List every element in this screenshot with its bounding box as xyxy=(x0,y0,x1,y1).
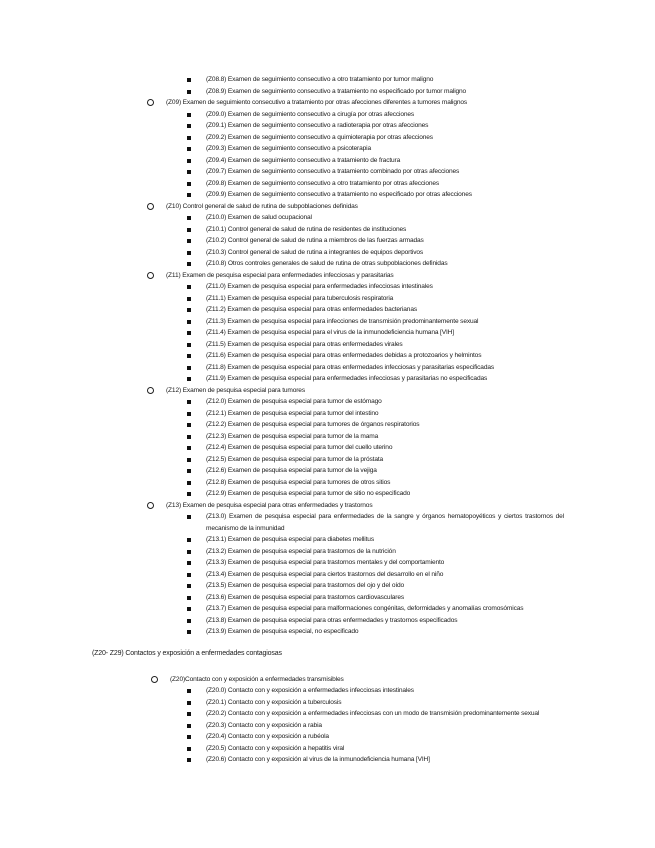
item-code: (Z11.1) xyxy=(206,294,226,302)
group-heading-text: (Z13) Examen de pesquisa especial para otras enfermedades y trastornos xyxy=(166,501,373,509)
list-item xyxy=(206,511,564,534)
item-text: Examen de pesquisa especial para tumor de la vejiga xyxy=(227,467,377,474)
item-text: Control general de salud de rutina de residentes de instituciones xyxy=(227,225,407,233)
group-heading-text: (Z12) Examen de pesquisa especial para tumores xyxy=(166,386,305,394)
list-item xyxy=(206,293,564,305)
group-heading xyxy=(170,674,570,686)
item-text: Examen de seguimiento consecutivo a tratamiento combinado por otras afecciones xyxy=(227,168,460,175)
item-code: (Z20.1) xyxy=(206,698,227,706)
item-code: (Z12.3) xyxy=(206,432,227,440)
item-text: Examen de seguimiento consecutivo a radioterapia por otras afecciones xyxy=(227,122,429,129)
group-heading xyxy=(166,500,566,512)
list-item xyxy=(206,454,564,466)
group-heading-text: (Z10) Control general de salud de rutina de subpoblaciones definidas xyxy=(166,202,358,210)
document-body xyxy=(0,74,655,766)
item-code: (Z11.5) xyxy=(206,340,226,348)
item-text: Examen de pesquisa especial para otras enfermedades virales xyxy=(227,340,403,348)
list-item xyxy=(206,431,564,443)
circle-bullet-icon xyxy=(147,203,154,210)
item-text: Examen de pesquisa especial para enfermedades infecciosas intestinales xyxy=(227,283,433,290)
group-heading xyxy=(166,270,566,282)
item-text: Examen de pesquisa especial para ciertos trastornos del desarrollo en el niño xyxy=(227,570,444,578)
item-code: (Z13.0) xyxy=(206,513,227,520)
list-item xyxy=(206,132,564,144)
item-code: (Z13.1) xyxy=(206,536,227,543)
list-item xyxy=(206,109,564,121)
item-code: (Z08.9) xyxy=(206,87,227,95)
list-item xyxy=(206,281,564,293)
item-text: Contacto con y exposición a enfermedades infecciosas intestinales xyxy=(227,687,414,694)
item-text: Examen de pesquisa especial para otras enfermedades y trastornos especificados xyxy=(227,616,458,624)
item-text: Examen de pesquisa especial para infecciones de transmisión predominantemente sexual xyxy=(227,317,479,325)
item-code: (Z12.1) xyxy=(206,409,227,417)
item-text: Examen de pesquisa especial para tumor del cuello uterino xyxy=(227,444,393,451)
item-text: Examen de pesquisa especial para tumor de la mama xyxy=(227,432,379,440)
item-code: (Z13.4) xyxy=(206,570,227,578)
list-item xyxy=(206,316,564,328)
item-text: Examen de pesquisa especial para trastornos de la nutrición xyxy=(227,547,396,555)
item-text: Examen de pesquisa especial para tumor de sitio no especificado xyxy=(227,490,411,497)
item-text: Contacto con y exposición a rubéola xyxy=(227,733,329,740)
item-code: (Z13.2) xyxy=(206,547,227,555)
list-item xyxy=(206,569,564,581)
item-code: (Z13.9) xyxy=(206,628,227,635)
item-code: (Z13.3) xyxy=(206,559,227,566)
list-item xyxy=(206,419,564,431)
list-item xyxy=(206,166,564,178)
list-item xyxy=(206,626,564,638)
item-code: (Z09.0) xyxy=(206,110,227,118)
item-code: (Z11.2) xyxy=(206,306,226,313)
list-item xyxy=(206,143,564,155)
list-item xyxy=(206,155,564,167)
list-item xyxy=(206,362,564,374)
item-code: (Z09.8) xyxy=(206,179,227,187)
item-text: Examen de pesquisa especial para trastornos del ojo y del oído xyxy=(227,582,405,589)
circle-bullet-icon xyxy=(147,387,154,394)
item-text: Contacto con y exposición a tuberculosis xyxy=(227,698,342,706)
list-item xyxy=(206,235,564,247)
item-text: Examen de pesquisa especial para diabetes mellitus xyxy=(227,536,374,543)
list-item xyxy=(206,546,564,558)
list-item xyxy=(206,743,564,755)
item-code: (Z11.9) xyxy=(206,375,226,382)
item-text: Examen de pesquisa especial para trastornos mentales y del comportamiento xyxy=(227,559,445,566)
item-text: Contacto con y exposición a enfermedades infecciosas con un modo de transmisión predominantemente sexual xyxy=(227,710,540,717)
list-item xyxy=(206,534,564,546)
item-text: Examen de pesquisa especial para otras enfermedades bacterianas xyxy=(227,306,417,313)
item-text: Examen de pesquisa especial para tumor de estómago xyxy=(227,398,382,405)
item-text: Examen de seguimiento consecutivo a tratamiento no especificado por tumor maligno xyxy=(227,87,467,95)
list-item xyxy=(206,396,564,408)
item-text: Contacto con y exposición al virus de la inmunodeficiencia humana [VIH] xyxy=(227,756,430,763)
list-item xyxy=(206,408,564,420)
item-code: (Z09.7) xyxy=(206,168,227,175)
item-text: Control general de salud de rutina a integrantes de equipos deportivos xyxy=(227,248,424,256)
list-item xyxy=(206,488,564,500)
item-code: (Z10.8) xyxy=(206,260,227,267)
item-text: Control general de salud de rutina a miembros de las fuerzas armadas xyxy=(227,237,424,244)
list-item xyxy=(206,685,564,697)
item-code: (Z11.0) xyxy=(206,283,226,290)
item-code: (Z09.3) xyxy=(206,145,227,152)
list-item xyxy=(206,580,564,592)
list-item xyxy=(206,477,564,489)
item-code: (Z13.8) xyxy=(206,616,227,624)
list-item xyxy=(206,615,564,627)
item-code: (Z20.6) xyxy=(206,756,227,763)
item-code: (Z11.4) xyxy=(206,329,226,336)
list-item xyxy=(206,189,564,201)
list-item xyxy=(206,731,564,743)
list-item xyxy=(206,708,564,720)
item-text: Examen de seguimiento consecutivo a otro tratamiento por otras afecciones xyxy=(227,179,440,187)
item-text: Examen de pesquisa especial para tumor del intestino xyxy=(227,409,379,417)
list-item xyxy=(206,74,564,86)
item-code: (Z10.3) xyxy=(206,248,227,256)
item-code: (Z12.0) xyxy=(206,398,227,405)
list-item xyxy=(206,720,564,732)
item-code: (Z09.4) xyxy=(206,156,227,164)
item-text: Examen de pesquisa especial para enfermedades de la sangre y órganos hematopoyéticos y ciertos trastornos del mecanismo de la inmunidad xyxy=(206,513,564,532)
list-item xyxy=(206,697,564,709)
group-heading xyxy=(166,97,566,109)
list-item xyxy=(206,212,564,224)
item-text: Examen de pesquisa especial para el virus de la inmunodeficiencia humana [VIH] xyxy=(227,329,454,336)
item-code: (Z09.2) xyxy=(206,133,227,141)
item-text: Examen de pesquisa especial para malformaciones congénitas, deformidades y anomalías cromosómicas xyxy=(227,605,524,612)
item-text: Examen de pesquisa especial para tuberculosis respiratoria xyxy=(227,294,394,302)
item-code: (Z10.2) xyxy=(206,237,227,244)
item-text: Contacto con y exposición a hepatitis viral xyxy=(227,744,345,752)
list-item xyxy=(206,86,564,98)
list-item xyxy=(206,247,564,259)
item-code: (Z12.9) xyxy=(206,490,227,497)
item-code: (Z13.6) xyxy=(206,593,227,601)
item-text: Examen de seguimiento consecutivo a cirugía por otras afecciones xyxy=(227,110,415,118)
item-code: (Z11.8) xyxy=(206,363,226,371)
group-heading-text: (Z11) Examen de pesquisa especial para enfermedades infecciosas y parasitarias xyxy=(166,271,394,279)
item-text: Examen de seguimiento consecutivo a tratamiento no especificado por otras afecciones xyxy=(227,191,472,198)
item-code: (Z12.4) xyxy=(206,444,227,451)
item-text: Examen de pesquisa especial para trastornos cardiovasculares xyxy=(227,593,404,601)
list-item xyxy=(206,557,564,569)
group-heading xyxy=(166,201,566,213)
circle-bullet-icon xyxy=(147,502,154,509)
circle-bullet-icon xyxy=(147,272,154,279)
item-text: Examen de seguimiento consecutivo a quimioterapia por otras afecciones xyxy=(227,133,433,141)
list-item xyxy=(206,258,564,270)
item-text: Examen de seguimiento consecutivo a psicoterapia xyxy=(227,145,371,152)
list-item xyxy=(206,754,564,766)
item-code: (Z11.6) xyxy=(206,352,226,359)
item-code: (Z10.0) xyxy=(206,214,227,221)
circle-bullet-icon xyxy=(147,99,154,106)
item-code: (Z20.2) xyxy=(206,710,227,717)
item-text: Examen de pesquisa especial para enfermedades infecciosas y parasitarias no especificadas xyxy=(227,375,488,382)
group-heading-text: (Z09) Examen de seguimiento consecutivo a tratamiento por otras afecciones diferentes a tumores malignos xyxy=(166,99,468,106)
item-code: (Z12.6) xyxy=(206,467,227,474)
item-code: (Z12.2) xyxy=(206,421,227,428)
item-code: (Z20.4) xyxy=(206,733,227,740)
item-code: (Z08.8) xyxy=(206,76,227,83)
item-text: Examen de salud ocupacional xyxy=(227,214,312,221)
item-text: Examen de pesquisa especial para tumores de otros sitios xyxy=(227,478,391,486)
list-item xyxy=(206,304,564,316)
section-heading: (Z20- Z29) Contactos y exposición a enfermedades contagiosas xyxy=(92,649,282,657)
list-item xyxy=(206,373,564,385)
item-code: (Z13.5) xyxy=(206,582,227,589)
item-text: Examen de seguimiento consecutivo a tratamiento de fractura xyxy=(227,156,401,164)
item-text: Examen de pesquisa especial para tumores de órganos respiratorios xyxy=(227,421,420,428)
group-heading xyxy=(166,385,566,397)
item-code: (Z10.1) xyxy=(206,225,227,233)
item-text: Examen de pesquisa especial, no especificado xyxy=(227,628,359,635)
list-item xyxy=(206,350,564,362)
group-heading-text: (Z20)Contacto con y exposición a enfermedades transmisibles xyxy=(170,675,344,683)
item-text: Contacto con y exposición a rabia xyxy=(227,721,322,729)
item-code: (Z12.5) xyxy=(206,455,227,463)
circle-bullet-icon xyxy=(151,676,158,683)
item-code: (Z20.0) xyxy=(206,687,227,694)
item-code: (Z12.8) xyxy=(206,478,227,486)
item-code: (Z20.5) xyxy=(206,744,227,752)
list-item xyxy=(206,224,564,236)
list-item xyxy=(206,592,564,604)
item-code: (Z20.3) xyxy=(206,721,227,729)
item-text: Otros controles generales de salud de rutina de otras subpoblaciones definidas xyxy=(227,260,448,267)
item-text: Examen de seguimiento consecutivo a otro tratamiento por tumor maligno xyxy=(227,76,434,83)
list-item xyxy=(206,442,564,454)
item-text: Examen de pesquisa especial para tumor de la próstata xyxy=(227,455,384,463)
item-code: (Z11.3) xyxy=(206,317,226,325)
item-code: (Z13.7) xyxy=(206,605,227,612)
item-text: Examen de pesquisa especial para otras enfermedades debidas a protozoarios y helmintos xyxy=(227,352,482,359)
item-code: (Z09.9) xyxy=(206,191,227,198)
list-item xyxy=(206,603,564,615)
list-item xyxy=(206,327,564,339)
list-item xyxy=(206,465,564,477)
item-text: Examen de pesquisa especial para otras enfermedades infecciosas y parasitarias especificadas xyxy=(227,363,494,371)
list-item xyxy=(206,339,564,351)
item-code: (Z09.1) xyxy=(206,122,227,129)
list-item xyxy=(206,178,564,190)
list-item xyxy=(206,120,564,132)
